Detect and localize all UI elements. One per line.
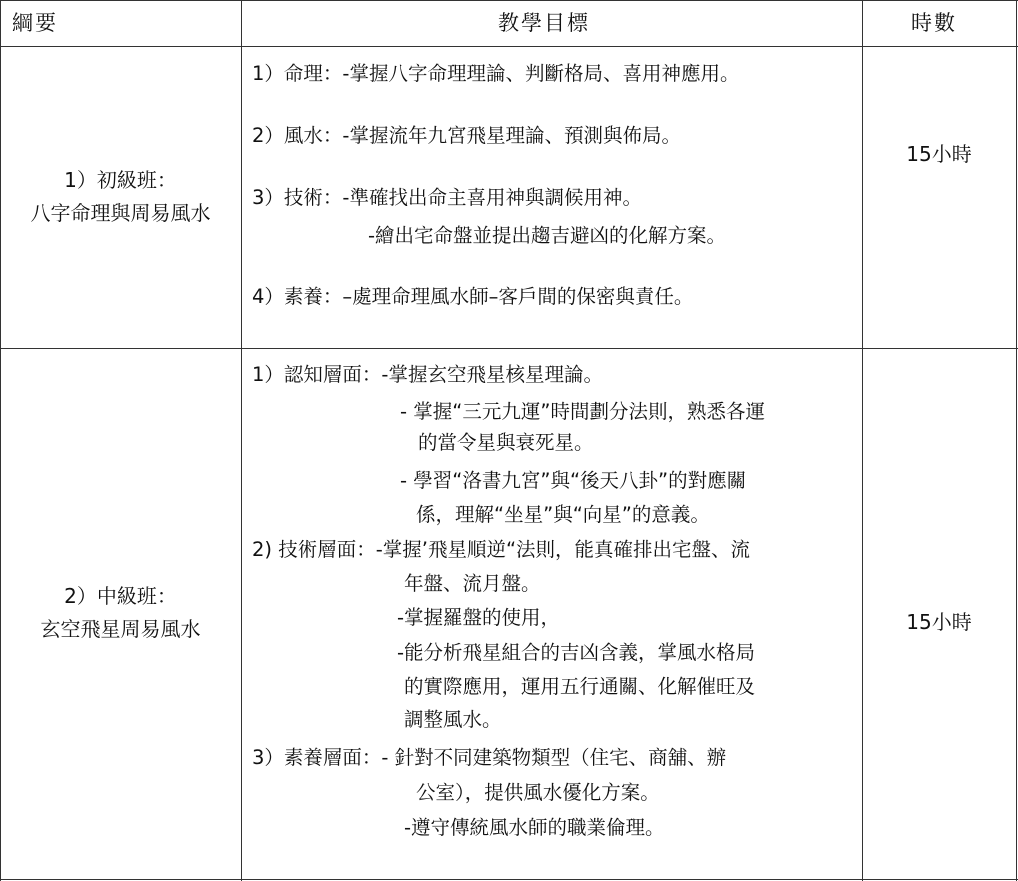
row2-objective-line: 年盤、流月盤。 <box>404 572 541 595</box>
row1-hours: 15小時 <box>906 142 972 166</box>
header-divider <box>0 46 1018 47</box>
table-border-bottom <box>0 879 1018 880</box>
row2-objective-line: -掌握羅盤的使用， <box>397 606 561 629</box>
column-divider-1 <box>241 0 242 881</box>
row1-outline-level: 1）初級班： <box>64 168 177 192</box>
header-outline: 綱要 <box>12 11 58 35</box>
row2-objective-line: 的當令星與衰死星。 <box>418 431 594 454</box>
row1-outline-title: 八字命理與周易風水 <box>30 201 211 225</box>
row2-objective-line: - 學習“洛書九宮”與“後天八卦”的對應關 <box>400 469 747 492</box>
row1-objective-line: 3）技術：-準確找出命主喜用神與調候用神。 <box>252 186 642 209</box>
row2-outline-level: 2）中級班： <box>64 584 177 608</box>
row2-objective-line: 3）素養層面：- 針對不同建築物類型（住宅、商舖、辦 <box>252 746 727 769</box>
row2-hours: 15小時 <box>906 610 972 634</box>
row2-objective-line: 的實際應用，運用五行通關、化解催旺及 <box>404 675 756 698</box>
table-border-right <box>1016 0 1017 881</box>
row2-objective-line: 公室），提供風水優化方案。 <box>416 781 660 804</box>
table-border-left <box>0 0 1 881</box>
header-hours: 時數 <box>911 11 957 35</box>
row2-objective-line: 調整風水。 <box>404 708 502 731</box>
row2-objective-line: - 掌握“三元九運”時間劃分法則，熟悉各運 <box>400 400 765 423</box>
row1-objective-line: 1）命理：-掌握八字命理理論、判斷格局、喜用神應用。 <box>252 62 740 85</box>
row1-outline <box>0 164 241 230</box>
row2-objective-line: -能分析飛星組合的吉凶含義，掌風水格局 <box>397 641 756 664</box>
row2-objective-line: 1）認知層面：-掌握玄空飛星核星理論。 <box>252 363 603 386</box>
row2-outline <box>0 580 241 646</box>
row1-objective-line: -繪出宅命盤並提出趨吉避凶的化解方案。 <box>368 224 727 247</box>
row1-objective-line: 2）風水：-掌握流年九宮飛星理論、預測與佈局。 <box>252 124 681 147</box>
row-divider <box>0 348 1018 349</box>
row2-objective-line: 係，理解“坐星”與“向星”的意義。 <box>416 503 710 526</box>
row1-objective-line: 4）素養：–處理命理風水師–客戶間的保密與責任。 <box>252 285 694 308</box>
row2-objective-line: 2) 技術層面：-掌握’飛星順逆“法則，能真確排出宅盤、流 <box>252 538 751 561</box>
row2-outline-title: 玄空飛星周易風水 <box>40 617 201 641</box>
header-objectives: 教學目標 <box>498 11 590 35</box>
column-divider-2 <box>862 0 863 881</box>
row2-objective-line: -遵守傳統風水師的職業倫理。 <box>404 816 665 839</box>
